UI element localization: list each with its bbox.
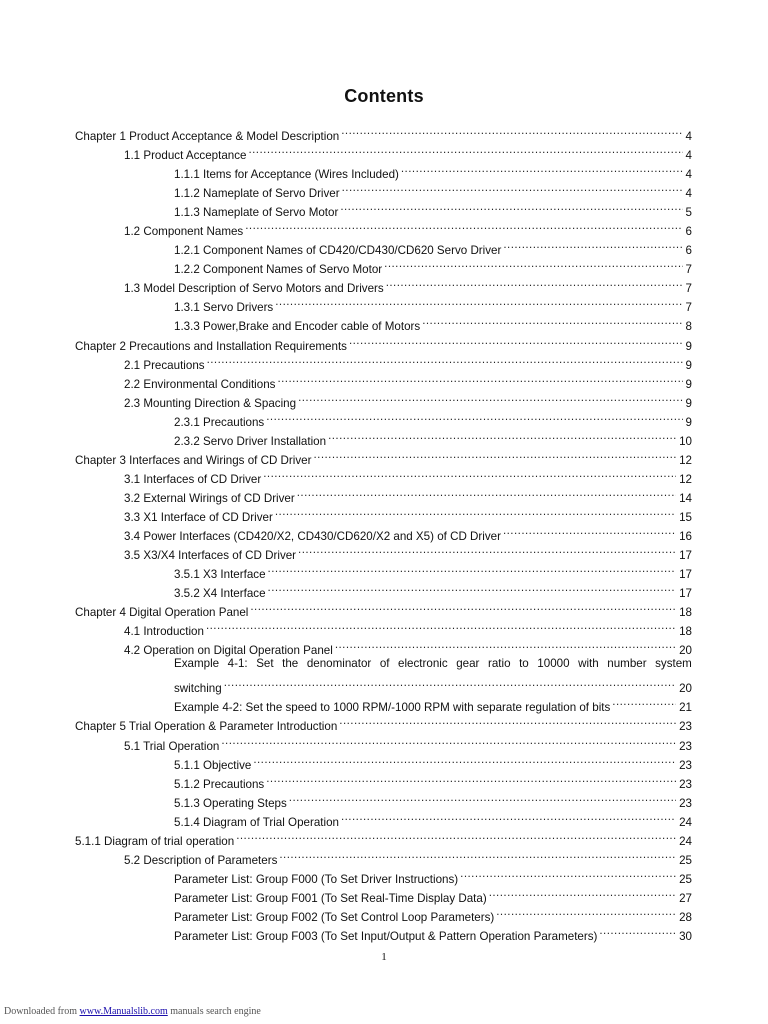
toc-entry-title: 5.1.1 Diagram of trial operation [75,832,235,851]
toc-entry-title: 5.1.2 Precautions [174,775,265,794]
toc-entry-title: 1.2.1 Component Names of CD420/CD430/CD620 Servo Driver [174,241,502,260]
toc-entry-title: 5.1 Trial Operation [124,737,220,756]
toc-dot-leader [289,788,676,807]
toc-word: system [655,657,692,671]
toc-entry[interactable] [0,635,768,658]
toc-entry[interactable] [0,159,768,182]
toc-dot-leader [339,711,676,730]
toc-dot-leader [266,769,676,788]
toc-entry[interactable] [0,559,768,582]
toc-entry-page: 4 [685,168,692,182]
toc-entry[interactable] [0,273,768,296]
toc-entry[interactable] [0,578,768,601]
toc-entry[interactable] [0,407,768,429]
toc-entry[interactable] [0,597,768,620]
toc-entry-title: Parameter List: Group F001 (To Set Real-Time Display Data) [174,889,488,908]
toc-entry[interactable] [0,140,768,163]
toc-entry[interactable] [0,121,768,143]
toc-entry[interactable] [0,350,768,372]
toc-entry-title: 1.3 Model Description of Servo Motors and Drivers [124,279,385,298]
toc-entry[interactable] [0,464,768,486]
toc-entry-page: 14 [679,491,692,505]
toc-dot-leader [224,673,676,692]
toc-entry-title: 5.2 Description of Parameters [124,851,278,870]
toc-word: to [519,657,529,671]
toc-dot-leader [206,616,676,635]
toc-dot-leader [460,864,676,883]
toc-dot-leader [313,445,676,464]
toc-entry-title: Chapter 2 Precautions and Installation Requirements [75,337,348,356]
toc-dot-leader [401,159,683,178]
toc-entry-page: 16 [679,529,692,543]
toc-dot-leader [298,388,682,407]
toc-entry[interactable] [0,788,768,810]
toc-entry-title: 4.2 Operation on Digital Operation Panel [124,641,334,660]
toc-word: gear [456,657,480,671]
toc-entry-page: 17 [679,549,692,563]
toc-word: of [379,657,390,671]
toc-word: Set [256,657,274,671]
toc-dot-leader [386,273,683,292]
toc-word: 10000 [537,657,570,671]
toc-entry[interactable] [0,483,768,505]
toc-entry[interactable] [0,216,768,239]
toc-entry-page: 23 [679,758,692,772]
toc-dot-leader [268,559,677,578]
toc-entry[interactable] [0,254,768,277]
toc-entry-page: 4 [685,187,692,201]
toc-entry[interactable] [0,426,768,448]
toc-dot-leader [266,407,682,426]
toc-dot-leader [341,807,676,826]
toc-entry[interactable] [0,178,768,201]
toc-entry-page: 24 [679,815,692,829]
toc-entry-title: 2.3.1 Precautions [174,413,265,432]
toc-entry-page: 8 [685,320,692,334]
toc-entry-page: 25 [679,853,692,867]
toc-entry-title: 3.3 X1 Interface of CD Driver [124,508,274,527]
toc-entry-page: 4 [685,149,692,163]
toc-entry[interactable] [0,673,768,696]
toc-dot-leader [221,731,676,750]
toc-dot-leader [297,483,676,502]
toc-entry-title: 1.2 Component Names [124,222,244,241]
toc-entry[interactable] [0,540,768,563]
toc-dot-leader [279,845,676,864]
toc-entry-page: 9 [685,396,692,410]
toc-dot-leader [384,254,682,273]
toc-dot-leader [335,635,676,654]
toc-entry-title: 1.3.1 Servo Drivers [174,298,274,317]
toc-entry-page: 23 [679,739,692,753]
toc-dot-leader [341,121,682,140]
toc-entry-page: 6 [685,244,692,258]
toc-entry[interactable] [0,731,768,753]
toc-entry-page: 23 [679,796,692,810]
toc-entry-title: switching [174,679,223,698]
toc-dot-leader [275,502,676,521]
toc-dot-leader [263,464,676,483]
toc-word: 4-1: [227,657,248,671]
toc-entry[interactable] [0,883,768,905]
toc-entry-title: 3.5 X3/X4 Interfaces of CD Driver [124,546,297,565]
toc-entry-page: 15 [679,510,692,524]
toc-entry-page: 24 [679,834,692,848]
toc-entry-title: 2.1 Precautions [124,356,206,375]
toc-entry[interactable] [0,521,768,543]
toc-dot-leader [496,902,676,921]
toc-entry-title: 2.3.2 Servo Driver Installation [174,432,327,451]
page-title: Contents [344,86,424,106]
toc-entry[interactable] [0,502,768,524]
toc-entry-page: 6 [685,225,692,239]
toc-entry-page: 12 [679,453,692,467]
toc-entry-title: Parameter List: Group F000 (To Set Driver Instructions) [174,870,459,889]
toc-entry-page: 18 [679,606,692,620]
toc-dot-leader [349,331,683,350]
toc-dot-leader [503,521,676,540]
toc-word: Example [174,657,220,671]
toc-entry-title: 3.5.2 X4 Interface [174,584,267,603]
toc-entry[interactable] [0,864,768,886]
toc-entry-page: 30 [679,929,692,943]
toc-word: number [607,657,647,671]
toc-entry-page: 9 [685,415,692,429]
toc-entry-title: Chapter 4 Digital Operation Panel [75,603,249,622]
toc-dot-leader [207,350,683,369]
toc-entry-title: 1.2.2 Component Names of Servo Motor [174,260,383,279]
toc-entry-title: 1.1.1 Items for Acceptance (Wires Included) [174,165,400,184]
toc-entry-wrapped-line[interactable] [0,654,768,673]
toc-dot-leader [275,292,682,311]
toc-dot-leader [245,216,682,235]
toc-word: ratio [487,657,511,671]
toc-entry-page: 23 [679,720,692,734]
toc-entry-page: 17 [679,568,692,582]
toc-dot-leader [612,692,676,711]
toc-entry-page: 21 [679,701,692,715]
toc-word: electronic [398,657,448,671]
table-of-contents [0,121,768,943]
toc-entry-title: 2.3 Mounting Direction & Spacing [124,394,297,413]
toc-entry-title: 3.4 Power Interfaces (CD420/X2, CD430/CD620/X2 and X5) of CD Driver [124,527,502,546]
footer-prefix: Downloaded from [4,1006,80,1017]
toc-entry[interactable] [0,388,768,410]
toc-word: the [282,657,299,671]
toc-entry[interactable] [0,769,768,791]
toc-entry-page: 9 [685,339,692,353]
toc-entry-page: 4 [685,130,692,143]
toc-entry-page: 28 [679,910,692,924]
toc-entry-title: 1.1.3 Nameplate of Servo Motor [174,203,339,222]
toc-entry-title: 5.1.4 Diagram of Trial Operation [174,813,340,832]
toc-entry-page: 18 [679,625,692,639]
toc-entry[interactable] [0,197,768,220]
toc-entry-title: 2.2 Environmental Conditions [124,375,276,394]
toc-entry-page: 9 [685,358,692,372]
toc-dot-leader [489,883,676,902]
toc-entry-page: 10 [679,434,692,448]
toc-entry-title: 5.1.1 Objective [174,756,252,775]
toc-entry[interactable] [0,750,768,772]
toc-dot-leader [328,426,676,445]
toc-entry-page: 17 [679,587,692,601]
toc-entry-page: 20 [679,644,692,658]
toc-entry[interactable] [0,445,768,467]
toc-dot-leader [503,235,682,254]
toc-entry[interactable] [0,807,768,829]
toc-entry-title: Parameter List: Group F002 (To Set Control Loop Parameters) [174,908,495,927]
toc-entry-page: 12 [679,472,692,486]
toc-entry[interactable] [0,845,768,867]
toc-dot-leader [253,750,676,769]
toc-entry[interactable] [0,692,768,715]
toc-entry-page: 5 [685,206,692,220]
footer-suffix: manuals search engine [167,1006,261,1017]
toc-dot-leader [248,140,682,159]
toc-entry-title: Chapter 5 Trial Operation & Parameter Introduction [75,717,338,736]
toc-entry-title: Chapter 1 Product Acceptance & Model Description [75,127,340,146]
toc-entry-page: 9 [685,377,692,391]
footer-link[interactable]: www.Manualslib.com [79,1006,168,1017]
toc-dot-leader [422,311,682,330]
toc-entry-title: Chapter 3 Interfaces and Wirings of CD Driver [75,451,312,470]
toc-entry-page: 25 [679,872,692,886]
toc-entry-page: 23 [679,777,692,791]
toc-entry-title: 3.5.1 X3 Interface [174,565,267,584]
toc-entry-title: 5.1.3 Operating Steps [174,794,288,813]
toc-dot-leader [277,369,682,388]
toc-entry-title: 1.1.2 Nameplate of Servo Driver [174,184,341,203]
toc-entry[interactable] [0,921,768,943]
toc-entry[interactable] [0,711,768,734]
toc-entry-page: 20 [679,682,692,696]
toc-entry-title: 1.1 Product Acceptance [124,146,247,165]
toc-entry-title: Example 4-2: Set the speed to 1000 RPM/-1000 RPM with separate regulation of bits [174,698,611,717]
toc-word: denominator [306,657,372,671]
toc-dot-leader [236,826,676,845]
toc-entry[interactable] [0,902,768,924]
toc-dot-leader [599,921,676,940]
toc-entry[interactable] [0,616,768,639]
toc-dot-leader [340,197,682,216]
toc-entry[interactable] [0,292,768,315]
toc-dot-leader [250,597,676,616]
toc-entry[interactable] [0,331,768,353]
toc-dot-leader [342,178,683,197]
download-footer [4,1006,261,1017]
toc-entry[interactable] [0,369,768,391]
toc-entry[interactable] [0,311,768,334]
toc-dot-leader [298,540,676,559]
toc-entry-page: 7 [685,263,692,277]
toc-entry-page: 7 [685,282,692,296]
toc-entry-title: 1.3.3 Power,Brake and Encoder cable of Motors [174,317,421,336]
toc-dot-leader [268,578,677,597]
toc-word: with [578,657,599,671]
toc-entry-title: 3.2 External Wirings of CD Driver [124,489,296,508]
toc-entry[interactable] [0,826,768,848]
toc-entry-page: 27 [679,891,692,905]
page-number: 1 [381,951,387,963]
toc-entry[interactable] [0,235,768,258]
toc-entry-title: 4.1 Introduction [124,622,205,641]
toc-entry-title: Parameter List: Group F003 (To Set Input/Output & Pattern Operation Parameters) [174,927,598,946]
toc-entry-title: 3.1 Interfaces of CD Driver [124,470,262,489]
toc-entry-page: 7 [685,301,692,315]
